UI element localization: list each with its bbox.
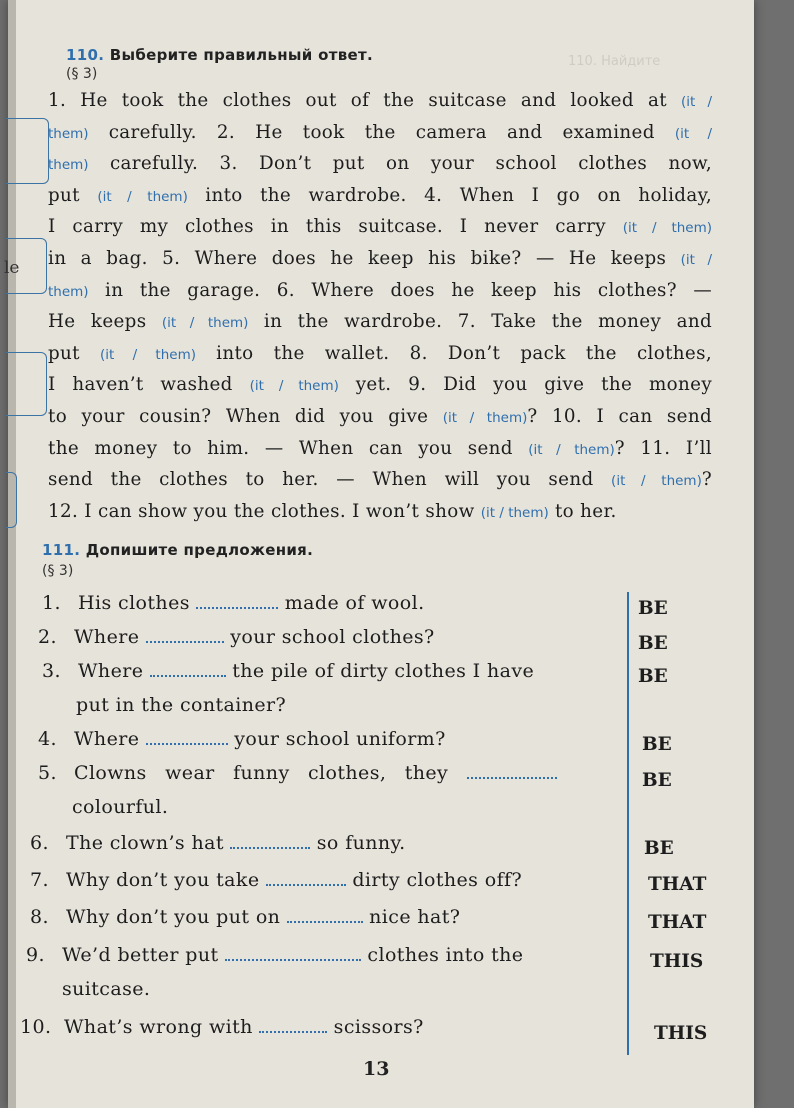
margin-decoration — [6, 238, 47, 294]
exercise-title: Выберите правильный ответ. — [109, 46, 373, 64]
text-line — [48, 149, 712, 181]
sentence-continuation: put in the container? — [76, 694, 287, 716]
sentence-continuation: suitcase. — [62, 978, 151, 1000]
sentence-text: yet. 9. Did you give the money — [338, 374, 712, 396]
answer-option: (it / them) — [480, 504, 549, 521]
sentence-text: I haven’t washed — [48, 374, 250, 396]
exercise-item — [20, 1016, 424, 1050]
sentence-start: Why don’t you take — [66, 869, 266, 891]
exercise-title: Допишите предложения. — [85, 541, 314, 559]
answer-blank[interactable] — [225, 945, 361, 961]
sentence-text: ? 11. I’ll — [614, 437, 712, 459]
sentence-text: carefully. 3. Don’t put on your school clothes now, — [88, 153, 712, 175]
exercise-111-section: (§ 3) — [42, 563, 74, 579]
exercise-110-text — [48, 86, 712, 528]
answer-option: (it / them) — [611, 473, 702, 490]
keyword: THAT — [648, 912, 707, 933]
item-number: 10. — [20, 1016, 52, 1038]
sentence-start: What’s wrong with — [64, 1016, 260, 1038]
keyword: THIS — [654, 1023, 708, 1044]
exercise-111-heading — [42, 541, 313, 559]
answer-blank[interactable] — [196, 593, 278, 609]
margin-decoration — [6, 472, 17, 528]
answer-column-divider — [627, 592, 629, 1055]
sentence-start: Where — [74, 728, 146, 750]
sentence-text: to her. — [548, 500, 617, 522]
text-line — [48, 465, 712, 497]
sentence-text: 1. He took the clothes out of the suitcase and looked at — [48, 90, 681, 111]
exercise-item — [38, 626, 435, 660]
sentence-start: His clothes — [78, 592, 197, 614]
text-line — [48, 276, 712, 308]
sentence-text: to your cousin? When did you give — [48, 405, 443, 427]
answer-blank[interactable] — [287, 907, 363, 923]
margin-decoration — [6, 118, 49, 184]
sentence-text: ? — [701, 469, 712, 491]
item-number: 5. — [38, 762, 57, 784]
text-line — [48, 86, 712, 118]
exercise-110-section: (§ 3) — [66, 66, 98, 82]
answer-option: them) — [48, 157, 89, 174]
sentence-text: in a bag. 5. Where does he keep his bike? — He keeps — [48, 247, 681, 269]
answer-option: (it / — [674, 125, 713, 142]
sentence-start: Why don’t you put on — [66, 906, 287, 928]
sentence-text: in the garage. 6. Where does he keep his clothes? — — [88, 279, 712, 301]
answer-option: (it / them) — [161, 315, 249, 332]
sentence-end: clothes into the — [360, 944, 524, 966]
answer-blank[interactable] — [150, 661, 226, 677]
answer-blank[interactable] — [146, 627, 224, 643]
sentence-text: ? 10. I can send — [527, 405, 713, 427]
keyword: THIS — [650, 951, 704, 972]
margin-text-fragment: le — [4, 258, 20, 278]
text-line — [48, 339, 712, 371]
exercise-110-heading — [66, 46, 373, 64]
item-number: 1. — [42, 592, 61, 614]
exercise-item — [30, 832, 406, 866]
sentence-end: dirty clothes off? — [345, 869, 523, 891]
answer-option: them) — [48, 125, 89, 142]
keyword: BE — [642, 734, 672, 755]
keyword: BE — [638, 598, 668, 619]
sentence-text: in the wardrobe. 7. Take the money and — [248, 311, 712, 333]
sentence-text: into the wallet. 8. Don’t pack the clothes, — [196, 342, 712, 364]
sentence-start: Where — [74, 626, 146, 648]
answer-option: (it / them) — [528, 441, 615, 458]
item-number: 7. — [30, 869, 49, 891]
answer-blank[interactable] — [146, 729, 228, 745]
text-line — [48, 402, 712, 434]
text-line — [48, 181, 712, 213]
sentence-text: He keeps — [48, 311, 162, 333]
text-line — [48, 497, 712, 529]
sentence-text: I carry my clothes in this suitcase. I never carry — [48, 216, 623, 238]
answer-blank[interactable] — [467, 763, 557, 779]
exercise-item — [38, 762, 557, 796]
item-number: 3. — [42, 660, 61, 682]
answer-option: (it / them) — [100, 346, 196, 363]
exercise-item — [42, 592, 425, 626]
exercise-item — [30, 869, 522, 903]
sentence-text: put — [48, 184, 98, 206]
answer-option: (it / them) — [442, 409, 528, 426]
sentence-text: 12. I can show you the clothes. I won’t show — [48, 500, 481, 522]
answer-option: (it / — [680, 94, 712, 110]
text-line — [48, 244, 712, 276]
answer-blank[interactable] — [266, 870, 346, 886]
sentence-end: the pile of dirty clothes I have — [225, 660, 535, 682]
text-line — [48, 307, 712, 339]
exercise-number: 110. — [66, 46, 105, 64]
textbook-page: le 110. Выберите правильный ответ. (§ 3) 1. He took the clothes out of the suitcase and looked at (it / them) carefully. 2. He took the camera and examined (it / them) carefully. 3. Don’t put on your school clothes now, put (it / them) into the wardrobe. 4. When I go on holiday, I carry my clothes in this suitcase. I never carry (it / them) in a bag. 5. Where does he keep his bike? — He keeps (it / them) in the garage. 6. Where does he keep his clothes? — He keeps (it / them) in the wardrobe. 7. Take the money and put (it / them) into the wallet. 8. Don’t pack the clothes, I haven’t washed (it / them) yet. 9. Did you give the money to your cousin? When did you give (it / them)? 10. I can send the money to him. — When can you send (it / them)? 11. I’ll send the clothes to her. — When will you send (it / them)? 12. I can show you the clothes. I won’t show (it / them) to her. 111. Допишите предложения. (§ 3) 1. His clothes made of wool. BE 2. Where your school clothes? BE 3. Where the pile of dirty clothes I have put in the container? BE 4. Where your school uniform? BE 5. Clowns wear funny clothes, they colourful. BE 6. The clown’s hat so funny. BE 7. Why don’t you take dirty clothes off? THAT 8. Why don’t you put on nice hat? THAT 9. We’d better put clothes into the suitcase. THIS 10. What’s wrong with scissors? THIS 110. Найдите 13 — [8, 0, 754, 1108]
exercise-item — [38, 728, 446, 762]
answer-option: (it / them) — [97, 188, 188, 205]
sentence-end: so funny. — [310, 832, 406, 854]
sentence-end: your school uniform? — [227, 728, 446, 750]
sentence-start: Where — [78, 660, 150, 682]
keyword: THAT — [648, 874, 707, 895]
sentence-text: the money to him. — When can you send — [48, 437, 529, 459]
sentence-start: We’d better put — [62, 944, 225, 966]
answer-option: them) — [48, 283, 89, 300]
item-number: 9. — [26, 944, 45, 966]
sentence-end: scissors? — [327, 1016, 424, 1038]
sentence-start: The clown’s hat — [66, 832, 231, 854]
exercise-item — [26, 944, 523, 978]
answer-blank[interactable] — [230, 833, 310, 849]
sentence-text: send the clothes to her. — When will you send — [48, 469, 612, 491]
sentence-text: into the wardrobe. 4. When I go on holiday, — [187, 184, 712, 206]
sentence-end: nice hat? — [362, 906, 461, 928]
answer-option: (it / them) — [249, 378, 339, 395]
keyword: BE — [638, 633, 668, 654]
keyword: BE — [638, 666, 668, 687]
page-number: 13 — [363, 1058, 390, 1080]
sentence-start: Clowns wear funny clothes, they — [74, 762, 467, 784]
sentence-end: your school clothes? — [223, 626, 435, 648]
answer-option: (it / — [680, 251, 713, 268]
text-line — [48, 118, 712, 150]
exercise-item — [30, 906, 460, 940]
sentence-end: made of wool. — [278, 592, 425, 614]
keyword: BE — [644, 838, 674, 859]
item-number: 8. — [30, 906, 49, 928]
text-line — [48, 212, 712, 244]
text-line — [48, 370, 712, 402]
sentence-continuation: colourful. — [72, 796, 169, 818]
text-line — [48, 434, 712, 466]
item-number: 4. — [38, 728, 57, 750]
keyword: BE — [642, 770, 672, 791]
item-number: 2. — [38, 626, 57, 648]
item-number: 6. — [30, 832, 49, 854]
answer-blank[interactable] — [259, 1017, 327, 1033]
sentence-text: carefully. 2. He took the camera and examined — [88, 121, 675, 143]
sentence-text: put — [48, 342, 101, 364]
margin-decoration — [6, 352, 47, 416]
exercise-number: 111. — [42, 541, 81, 559]
exercise-item — [42, 660, 534, 694]
answer-option: (it / them) — [622, 220, 713, 237]
